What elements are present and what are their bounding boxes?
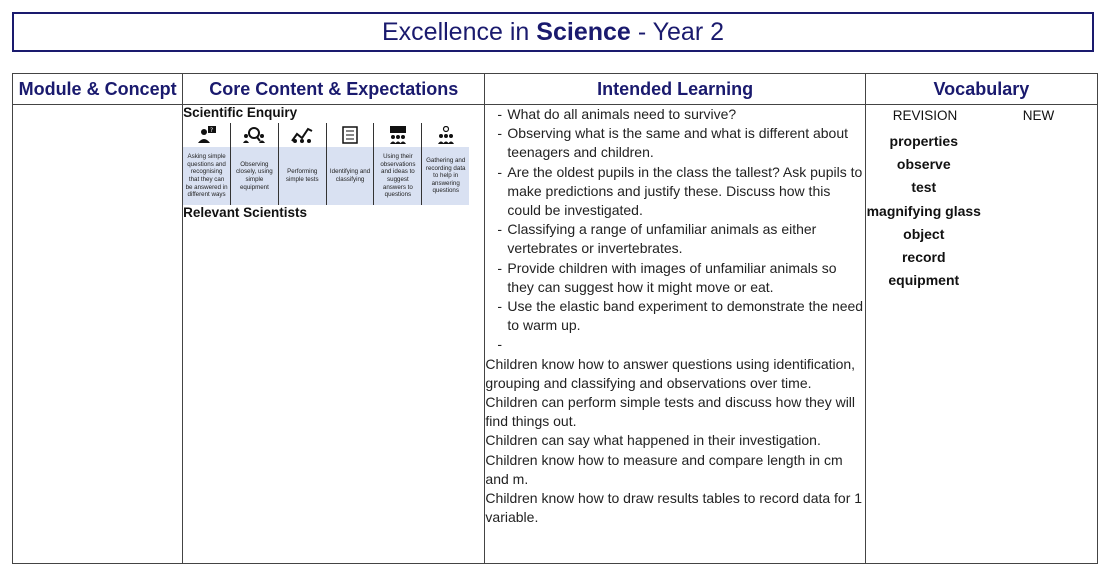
- test-people-icon: [279, 123, 326, 147]
- enquiry-item: [327, 123, 375, 205]
- vocab-word: equipment: [888, 272, 960, 289]
- idea-people-icon: [422, 123, 469, 147]
- enquiry-strip: [183, 123, 469, 205]
- header-core-content: Core Content & Expectations: [183, 74, 485, 105]
- vocab-word: test: [911, 179, 937, 196]
- intended-learning-cell: [485, 105, 865, 564]
- list-item: - Are the oldest pupils in the class the tallest? Ask pupils to make predictions and justify these. Discuss how this could be investigated.: [485, 163, 864, 221]
- enquiry-label: Asking simple questions and recognising that they can be answered in different ways: [183, 147, 230, 205]
- learning-statement: Children know how to answer questions using identification, grouping and classifying and observations over time.: [485, 355, 856, 391]
- title-pre: Excellence in: [381, 17, 530, 46]
- list-item: - What do all animals need to survive?: [485, 105, 864, 124]
- question-person-icon: [183, 123, 230, 147]
- svg-text:?: ?: [209, 127, 213, 134]
- enquiry-heading: Scientific Enquiry: [183, 105, 298, 120]
- vocabulary-cell: [865, 105, 1097, 564]
- learning-statement: Children know how to measure and compare length in cm and m.: [485, 451, 843, 487]
- enquiry-label: Using their observations and ideas to suggest answers to questions: [374, 147, 421, 205]
- vocab-word: observe: [896, 156, 951, 173]
- magnifier-people-icon: [231, 123, 278, 147]
- list-item: - Use the elastic band experiment to demonstrate the need to warm up.: [485, 297, 864, 335]
- enquiry-item: [374, 123, 422, 205]
- vocab-word: properties: [889, 133, 958, 149]
- enquiry-label: Gathering and recording data to help in answering questions: [422, 147, 469, 205]
- list-item: - Provide children with images of unfamiliar animals so they can suggest how it might move or eat.: [485, 259, 864, 297]
- core-content-cell: [183, 105, 485, 564]
- vocab-word: object: [903, 225, 945, 242]
- enquiry-label: Observing closely, using simple equipment: [231, 147, 278, 205]
- learning-bullets: [485, 105, 864, 355]
- header-intended-learning: Intended Learning: [485, 74, 865, 105]
- module-concept-cell: [13, 105, 183, 564]
- header-vocabulary: Vocabulary: [865, 74, 1097, 105]
- scientists-heading: Relevant Scientists: [183, 205, 307, 220]
- learning-statement: Children can perform simple tests and discuss how they will find things out.: [485, 394, 856, 430]
- vocab-word: magnifying glass: [866, 202, 981, 219]
- title-bold: Science: [536, 17, 631, 46]
- list-item: [485, 335, 864, 354]
- list-item: - Classifying a range of unfamiliar animals as either vertebrates or invertebrates.: [485, 220, 864, 258]
- vocab-list: [866, 130, 982, 292]
- enquiry-item: [231, 123, 279, 205]
- vocab-word: record: [901, 249, 946, 266]
- page-title: [12, 12, 1094, 52]
- enquiry-label: Identifying and classifying: [327, 147, 374, 205]
- learning-statement: Children can say what happened in their investigation.: [485, 432, 821, 449]
- enquiry-item: [422, 123, 469, 205]
- header-module-concept: Module & Concept: [13, 74, 183, 105]
- enquiry-item: [183, 123, 231, 205]
- checklist-icon: [327, 123, 374, 147]
- revision-label: REVISION: [892, 108, 958, 123]
- learning-statement: Children know how to draw results tables to record data for 1 variable.: [485, 490, 863, 526]
- enquiry-label: Performing simple tests: [279, 147, 326, 205]
- new-label: NEW: [1022, 108, 1055, 123]
- title-post: - Year 2: [637, 17, 724, 46]
- enquiry-item: [279, 123, 327, 205]
- curriculum-table: [12, 73, 1098, 564]
- list-item: - Observing what is the same and what is different about teenagers and children.: [485, 124, 864, 162]
- presentation-icon: [374, 123, 421, 147]
